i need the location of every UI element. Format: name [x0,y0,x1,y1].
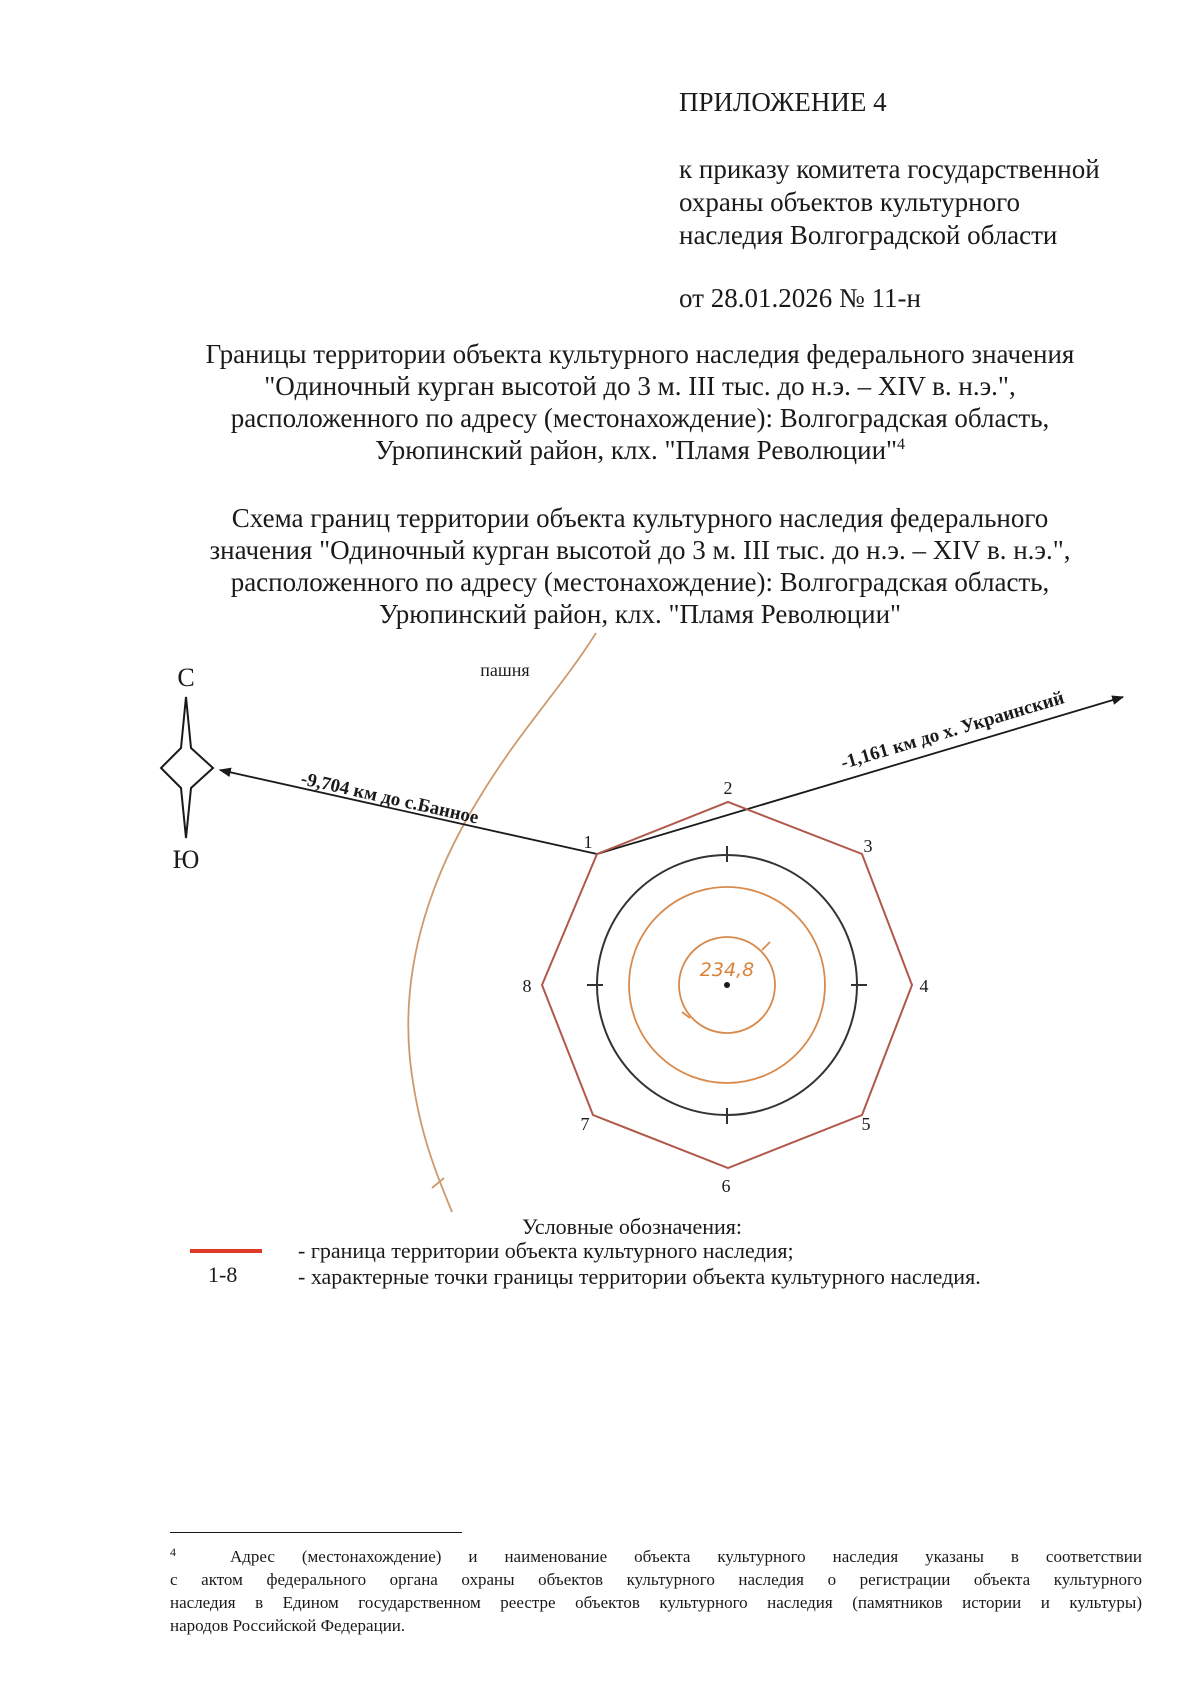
appendix-label: ПРИЛОЖЕНИЕ 4 [679,87,887,117]
footnote-line: наследия в Едином государственном реестре объектов культурного наследия (памятников истории и культуры) [170,1593,1142,1612]
order-reference-line: охраны объектов культурного [679,187,1020,217]
footnote-line: с актом федерального органа охраны объектов культурного наследия о регистрации объекта культурного [170,1570,1142,1589]
scheme-title-line: Схема границ территории объекта культурного наследия федерального [231,503,1049,533]
direction-east-label: -1,161 км до х. Украинский [838,687,1067,774]
order-reference-line: к приказу комитета государственной [679,154,1100,184]
point-label: 5 [861,1114,871,1134]
scheme-title-line: значения "Одиночный курган высотой до 3 м. III тыс. до н.э. – XIV в. н.э.", [209,535,1071,565]
legend-points-desc: - характерные точки границы территории объекта культурного наследия. [298,1264,981,1289]
mound-center-point [724,982,730,988]
direction-west-label: -9,704 км до с.Банное [298,768,481,829]
order-date: от 28.01.2026 № 11-н [679,283,921,313]
direction-arrow-east [597,697,1123,854]
footnote [170,1545,1142,1637]
compass-south-label: Ю [172,845,200,874]
footnote-line [170,1545,1142,1568]
point-label: 7 [580,1114,590,1134]
point-label: 3 [863,836,873,856]
title-line: расположенного по адресу (местонахождение): Волгоградская область, [230,403,1050,433]
contour-tick [762,942,770,950]
footnote-number: 4 [170,1545,176,1559]
field-label: пашня [480,660,530,680]
title-line: "Одиночный курган высотой до 3 м. III тыс. до н.э. – XIV в. н.э.", [264,371,1016,401]
elevation-label: 234,8 [699,959,755,981]
compass-icon [161,663,213,874]
footnote-ref[interactable]: 4 [897,436,906,453]
point-label: 4 [919,976,929,996]
legend-points-symbol: 1-8 [208,1262,238,1287]
legend-title: Условные обозначения: [522,1214,743,1239]
point-label: 2 [723,778,733,798]
title-line: Границы территории объекта культурного наследия федерального значения [205,339,1075,369]
footnote-line: народов Российской Федерации. [170,1616,406,1635]
footnote-line-text: Адрес (местонахождение) и наименование объекта культурного наследия указаны в соответствии [229,1547,1142,1566]
point-label: 1 [583,832,593,852]
title-line-text: Урюпинский район, клх. "Пламя Революции" [374,435,898,465]
compass-north-label: С [177,663,195,692]
footnote-separator [170,1532,462,1533]
point-label: 6 [721,1176,731,1196]
order-reference-line: наследия Волгоградской области [679,220,1058,250]
scheme-title-line: Урюпинский район, клх. "Пламя Революции" [378,599,902,629]
point-label: 8 [522,976,532,996]
legend-boundary-desc: - граница территории объекта культурного наследия; [298,1238,794,1263]
scheme-title-line: расположенного по адресу (местонахождение): Волгоградская область, [230,567,1050,597]
